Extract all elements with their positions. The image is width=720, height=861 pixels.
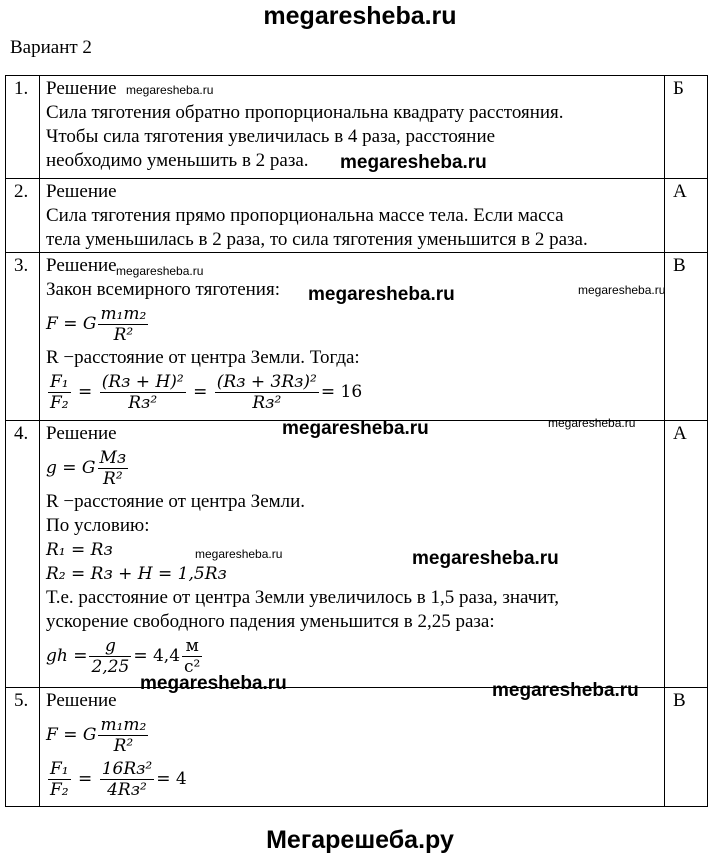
solution-text: Сила тяготения прямо пропорциональна массе тела. Если масса xyxy=(46,205,564,226)
formula-value: = 4,4 xyxy=(133,646,181,666)
solution-heading: Решение xyxy=(46,255,117,276)
formula-fraction xyxy=(215,372,319,413)
force-ratio-formula: $\frac{\text{F₁}}{\text{F₂}}$ = $\frac{\text{(Rз + H)²}}{\text{Rз²}}$ = $\frac{\text{(Rз + 3Rз)²}}{\text{Rз²}}$ = 16 xyxy=(50,371,363,413)
task-number: 1. xyxy=(6,76,40,179)
answer-letter: В xyxy=(665,253,708,421)
watermark: megaresheba.ru xyxy=(412,548,559,569)
solution-text: По условию: xyxy=(46,515,150,536)
solution-text: Закон всемирного тяготения: xyxy=(46,279,280,300)
unit-numerator: м xyxy=(182,636,202,657)
formula-fraction xyxy=(98,715,148,756)
task-number: 5. xyxy=(6,688,40,807)
formula-fraction xyxy=(100,372,186,413)
gh-formula xyxy=(46,634,658,678)
solution-text: необходимо уменьшить в 2 раза. xyxy=(46,150,309,171)
solution-text: Сила тяготения обратно пропорциональна квадрату расстояния. xyxy=(46,102,564,123)
solution-cell xyxy=(40,421,665,688)
table-row xyxy=(6,688,708,807)
task-number: 3. xyxy=(6,253,40,421)
formula-fraction xyxy=(89,636,131,677)
answer-letter: В xyxy=(665,688,708,807)
gravity-acceleration-formula xyxy=(46,446,658,490)
task-number: 2. xyxy=(6,179,40,253)
formula-lhs: F = G xyxy=(46,725,97,745)
watermark: megaresheba.ru xyxy=(492,680,639,701)
watermark: megaresheba.ru xyxy=(126,83,214,97)
solution-cell xyxy=(40,179,665,253)
solution-heading: Решение xyxy=(46,78,117,99)
formula-lhs: g = G xyxy=(46,458,96,478)
unit-denominator: с² xyxy=(184,656,201,677)
watermark: megaresheba.ru xyxy=(548,416,636,430)
answer-letter: Б xyxy=(665,76,708,179)
solution-text: R −расстояние от центра Земли. xyxy=(46,491,306,512)
fraction-denominator: F₂ xyxy=(50,779,69,800)
watermark: megaresheba.ru xyxy=(140,673,287,694)
fraction-numerator: g xyxy=(89,636,131,657)
solution-cell xyxy=(40,688,665,807)
fraction-denominator: R² xyxy=(113,324,134,345)
fraction-numerator: Mз xyxy=(99,447,127,468)
solution-heading: Решение xyxy=(46,690,117,711)
answer-letter: А xyxy=(665,179,708,253)
formula-result: = 4 xyxy=(156,769,187,789)
unit-fraction xyxy=(182,636,202,677)
variant-label: Вариант 2 xyxy=(10,37,92,58)
fraction-numerator: F₁ xyxy=(50,371,69,392)
fraction-denominator: 4Rз² xyxy=(107,779,147,800)
formula-fraction xyxy=(48,372,71,413)
table-row xyxy=(6,179,708,253)
force-ratio-formula: $\frac{\text{F₁}}{\text{F₂}}$ = $\frac{\text{16Rз²}}{\text{4Rз²}}$ = 4 xyxy=(50,758,187,800)
table-row xyxy=(6,421,708,688)
solution-text: R −расстояние от центра Земли. Тогда: xyxy=(46,347,360,368)
formula-lhs: F = G xyxy=(46,314,97,334)
watermark: megaresheba.ru xyxy=(282,418,429,439)
watermark: megaresheba.ru xyxy=(308,284,455,305)
fraction-denominator: 2,25 xyxy=(91,656,130,677)
formula-result: = 16 xyxy=(320,382,363,402)
fraction-numerator: m₁m₂ xyxy=(100,714,147,735)
formula-fraction xyxy=(48,759,71,800)
fraction-numerator: (Rз + H)² xyxy=(101,371,184,392)
fraction-numerator: F₁ xyxy=(50,758,69,779)
watermark: megaresheba.ru xyxy=(195,547,283,561)
solution-text: Т.е. расстояние от центра Земли увеличилось в 1,5 раза, значит, xyxy=(46,587,560,608)
fraction-denominator: R² xyxy=(103,468,123,489)
watermark: megaresheba.ru xyxy=(340,152,487,173)
solution-text: тела уменьшилась в 2 раза, то сила тяготения уменьшится в 2 раза. xyxy=(46,229,588,250)
answer-letter: А xyxy=(665,421,708,688)
fraction-denominator: F₂ xyxy=(50,392,69,413)
watermark: megaresheba.ru xyxy=(578,283,666,297)
gravity-law-formula xyxy=(46,713,658,757)
site-footer: Мегарешеба.ру xyxy=(266,826,454,854)
site-header: megaresheba.ru xyxy=(263,2,457,30)
fraction-numerator: 16Rз² xyxy=(101,758,153,779)
solution-heading: Решение xyxy=(46,181,117,202)
solution-text: ускорение свободного падения уменьшится в 2,25 раза: xyxy=(46,611,495,632)
formula-lhs: gh = xyxy=(46,646,88,666)
gravity-law-formula xyxy=(46,302,658,346)
equation-r1: R₁ = Rз xyxy=(46,540,113,560)
fraction-denominator: Rз² xyxy=(128,392,158,413)
table-row xyxy=(6,253,708,421)
equation-r2: R₂ = Rз + H = 1,5Rз xyxy=(46,564,227,584)
task-number: 4. xyxy=(6,421,40,688)
formula-fraction xyxy=(98,448,129,489)
solution-heading: Решение xyxy=(46,423,117,444)
fraction-numerator: m₁m₂ xyxy=(100,303,147,324)
watermark: megaresheba.ru xyxy=(116,264,204,278)
formula-fraction xyxy=(98,304,148,345)
solution-text: Чтобы сила тяготения увеличилась в 4 раза, расстояние xyxy=(46,126,496,147)
fraction-denominator: Rз² xyxy=(252,392,282,413)
fraction-numerator: (Rз + 3Rз)² xyxy=(216,371,317,392)
formula-fraction xyxy=(100,759,155,800)
fraction-denominator: R² xyxy=(113,735,134,756)
